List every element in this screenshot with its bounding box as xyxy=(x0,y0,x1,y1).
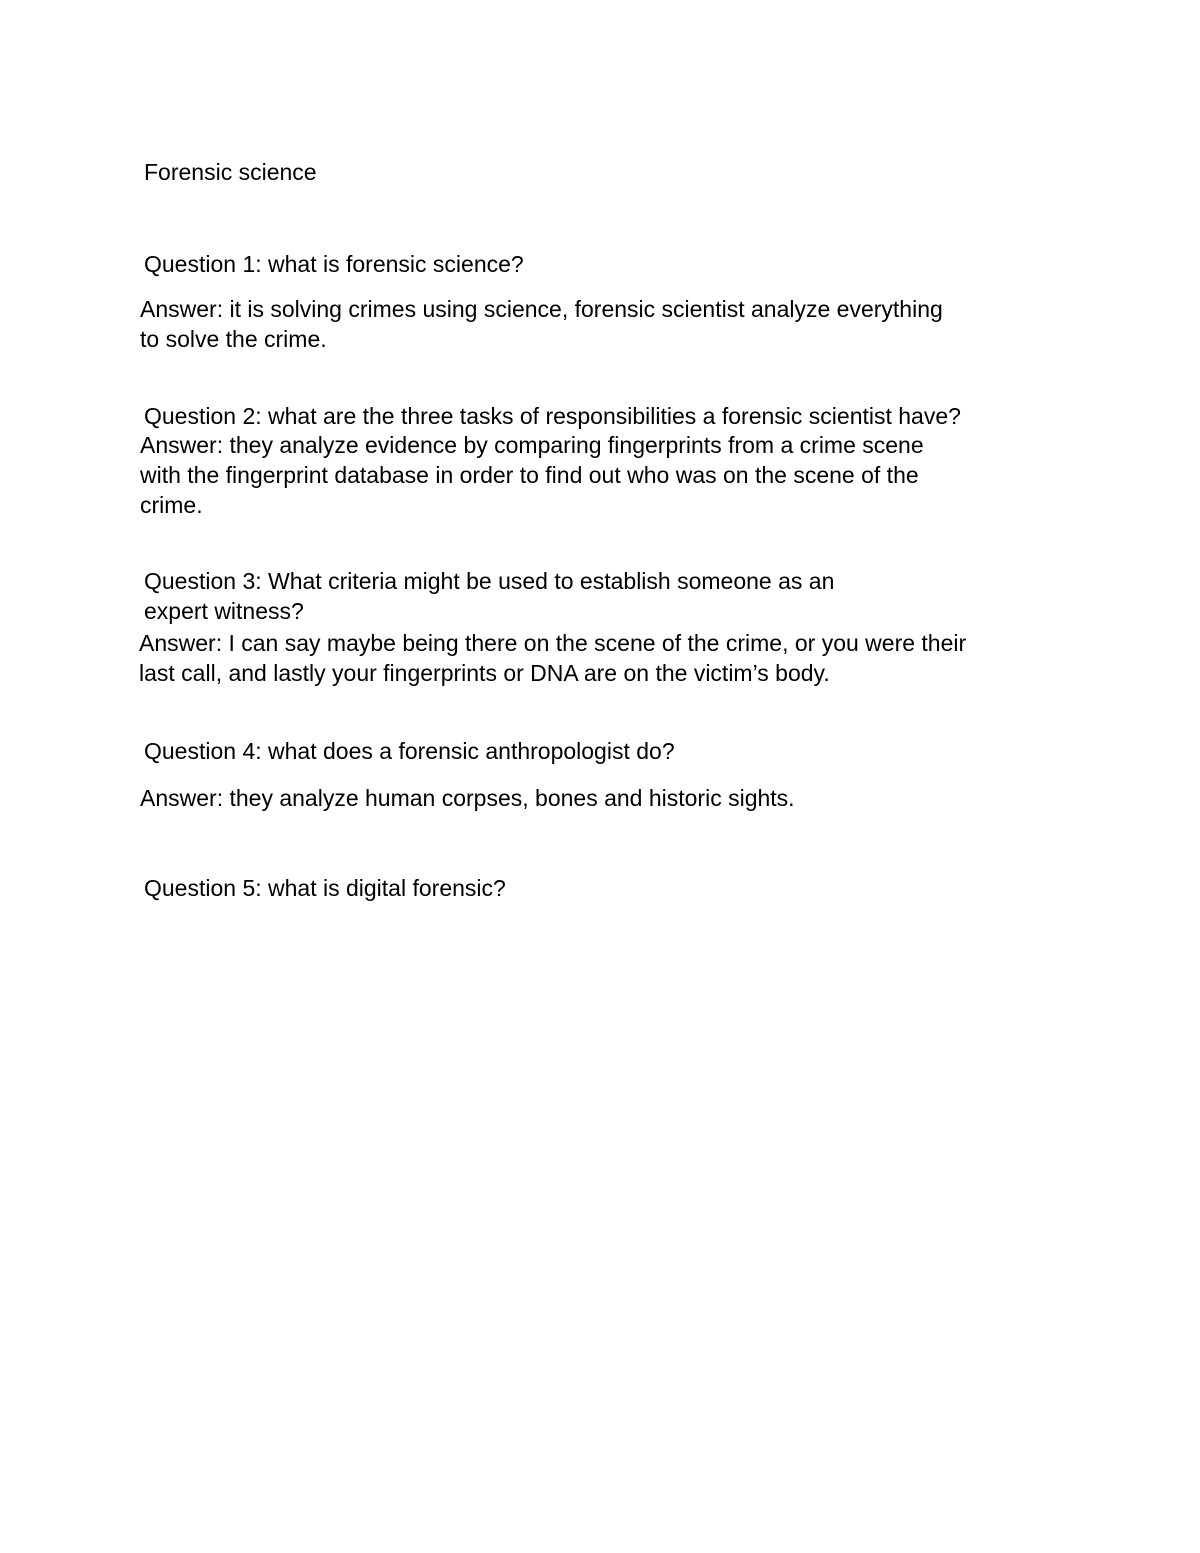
answer-2-line-2: with the fingerprint database in order to find out who was on the scene of the xyxy=(140,462,919,488)
answer-3 xyxy=(139,628,966,688)
answer-3-line-2: last call, and lastly your fingerprints or DNA are on the victim’s body. xyxy=(139,660,830,686)
question-1: Question 1: what is forensic science? xyxy=(144,251,524,277)
answer-1 xyxy=(140,294,943,354)
answer-3-line-1: Answer: I can say maybe being there on the scene of the crime, or you were their xyxy=(139,630,967,656)
question-5: Question 5: what is digital forensic? xyxy=(144,875,506,901)
document-title: Forensic science xyxy=(144,159,317,185)
answer-4 xyxy=(140,783,795,813)
answer-1-line-1: Answer: it is solving crimes using science, forensic scientist analyze everything xyxy=(140,296,943,322)
question-3 xyxy=(144,566,834,626)
question-2: Question 2: what are the three tasks of responsibilities a forensic scientist have? xyxy=(144,403,961,429)
answer-2-line-1: Answer: they analyze evidence by comparing fingerprints from a crime scene xyxy=(140,432,924,458)
question-3-line-1: Question 3: What criteria might be used to establish someone as an xyxy=(144,568,835,594)
question-4: Question 4: what does a forensic anthropologist do? xyxy=(144,738,675,764)
answer-1-line-2: to solve the crime. xyxy=(140,326,327,352)
answer-4-line-1: Answer: they analyze human corpses, bones and historic sights. xyxy=(140,785,795,811)
question-3-line-2: expert witness? xyxy=(144,598,304,624)
answer-2 xyxy=(140,430,924,520)
answer-2-line-3: crime. xyxy=(140,492,203,518)
